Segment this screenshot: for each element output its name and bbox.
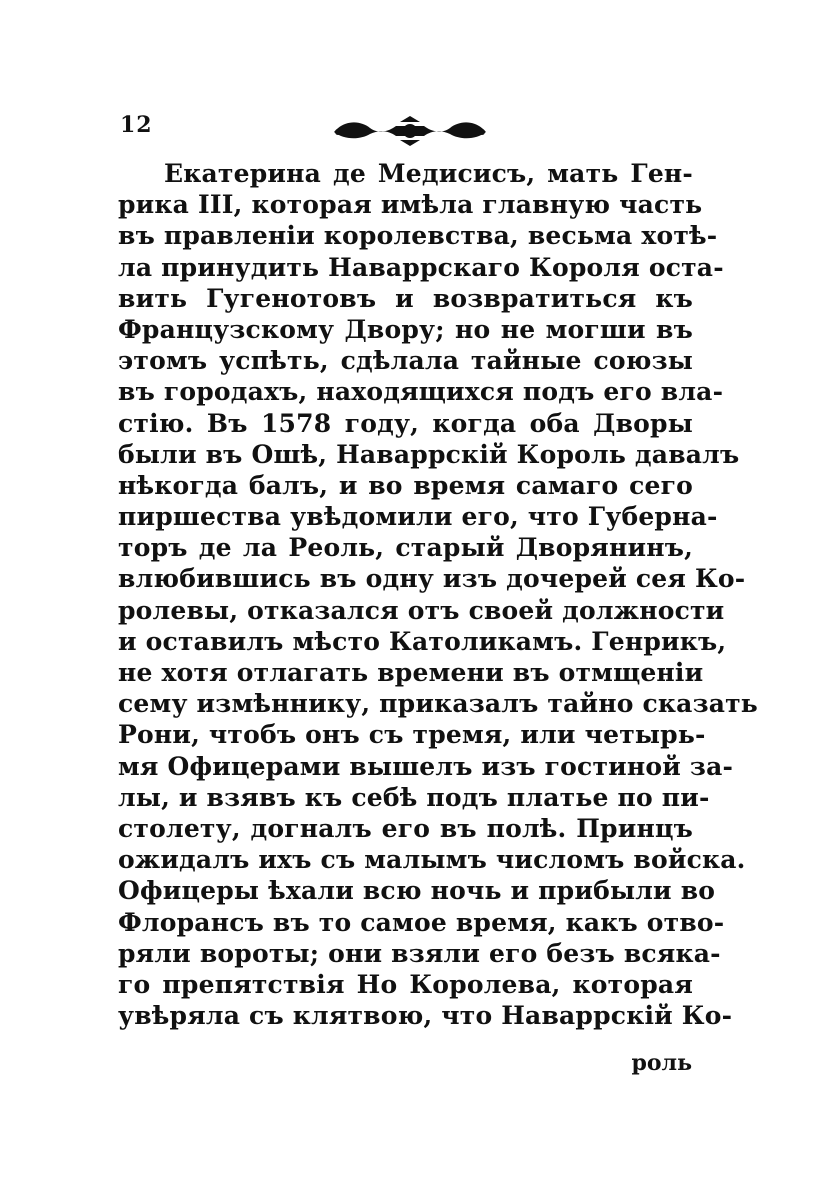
text-line: и оставилъ мѣсто Католикамъ. Генрикъ, [118, 626, 727, 656]
text-line: Рони, чтобъ онъ съ тремя, или четырь- [118, 720, 706, 750]
text-line: ожидалъ ихъ съ малымъ числомъ войска. [118, 845, 746, 875]
text-line: ряли вороты; они взяли его безъ всяка- [118, 938, 721, 968]
text-line: лы, и взявъ къ себѣ подъ платье по пи- [118, 782, 710, 812]
text-line: торъ де ла Реоль, старый Дворянинъ, [118, 533, 693, 563]
text-line: ролевы, отказался отъ своей должности [118, 595, 725, 625]
text-line: увѣряла съ клятвою, что Наваррскій Ко- [118, 1001, 733, 1031]
text-line: ла принудить Наваррскаго Короля оста- [118, 252, 724, 282]
text-line: стію. Въ 1578 году, когда оба Дворы [118, 408, 693, 438]
text-line: были въ Ошѣ, Наваррскій Король давалъ [118, 439, 740, 469]
text-line: столету, догналъ его въ полѣ. Принцъ [118, 813, 693, 843]
text-line: Французскому Двору; но не могши въ [118, 314, 693, 344]
text-line: мя Офицерами вышелъ изъ гостиной за- [118, 751, 734, 781]
text-line: вить Гугенотовъ и возвратиться къ [118, 283, 693, 313]
text-line: Флорансъ въ то самое время, какъ отво- [118, 907, 725, 937]
text-line: го препятствія Но Королева, которая [118, 969, 693, 999]
text-line: въ городахъ, находящихся подъ его вла- [118, 377, 724, 407]
body-text [118, 158, 758, 1031]
decorative-flourish-icon [330, 112, 490, 148]
text-line: Офицеры ѣхали всю ночь и прибыли во [118, 876, 716, 906]
text-line: Екатерина де Медисисъ, мать Ген- [164, 159, 693, 188]
text-line: этомъ успѣть, сдѣлала тайные союзы [118, 346, 693, 376]
text-line: пиршества увѣдомили его, что Губерна- [118, 502, 718, 532]
text-line: не хотя отлагать времени въ отмщеніи [118, 658, 704, 687]
text-line: рика III, которая имѣла главную часть [118, 190, 703, 220]
catchword: роль [631, 1050, 692, 1076]
text-line: влюбившись въ одну изъ дочерей сея Ко- [118, 564, 746, 594]
text-line: въ правленіи королевства, весьма хотѣ- [118, 221, 718, 251]
page-number: 12 [120, 112, 153, 138]
text-line: сему измѣннику, приказалъ тайно сказать [118, 689, 758, 719]
text-line: нѣкогда балъ, и во время самаго сего [118, 470, 693, 500]
